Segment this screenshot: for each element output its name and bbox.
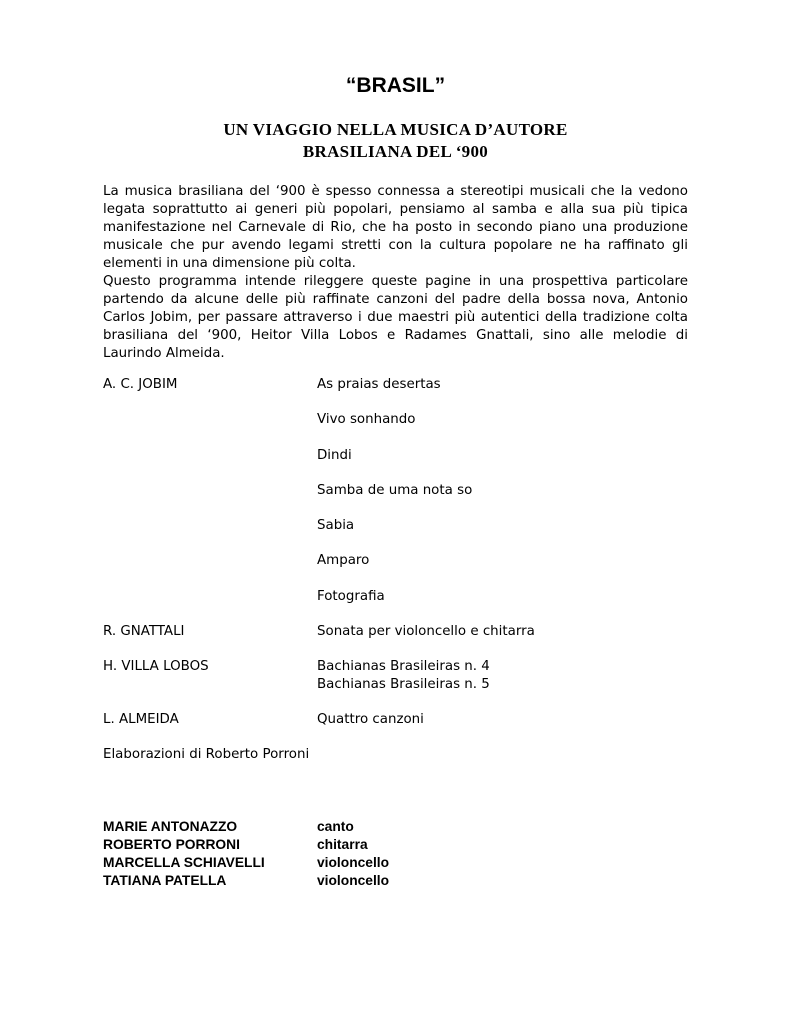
piece-title: Amparo (317, 553, 370, 568)
performer-name: ROBERTO PORRONI (103, 837, 240, 852)
piece-title: Samba de uma nota so (317, 483, 473, 498)
performer-name: TATIANA PATELLA (103, 873, 227, 888)
intro-text (103, 183, 688, 363)
composer-name: L. ALMEIDA (103, 712, 179, 727)
composer-name: R. GNATTALI (103, 624, 185, 639)
piece-title: Vivo sonhando (317, 412, 416, 427)
document-subtitle (0, 119, 791, 163)
performer-instrument: violoncello (317, 855, 390, 870)
piece-title-line: Bachianas Brasileiras n. 4 (317, 659, 490, 674)
performer-name: MARCELLA SCHIAVELLI (103, 855, 265, 870)
intro-paragraph-1: La musica brasiliana del ‘900 è spesso connessa a stereotipi musicali che la vedono legata soprattutto ai generi più popolari, pensiamo al samba e alla sua più tipica manifestazione nel Carnevale di Rio, che ha posto in secondo piano una produzione musicale che pur avendo legami stretti con la cultura popolare ne ha raffinato gli elementi in una dimensione più colta. (103, 184, 688, 271)
intro-paragraph-2: Questo programma intende rileggere queste pagine in una prospettiva particolare partendo da alcune delle più raffinate canzoni del padre della bossa nova, Antonio Carlos Jobim, per passare attraverso i due maestri più autentici della tradizione colta brasiliana del ‘900, Heitor Villa Lobos e Radames Gnattali, sino alle melodie di Laurindo Almeida. (103, 274, 688, 361)
subtitle-line-1: UN VIAGGIO NELLA MUSICA D’AUTORE (223, 120, 568, 139)
subtitle-line-2: BRASILIANA DEL ‘900 (302, 142, 489, 161)
piece-title: Quattro canzoni (317, 712, 424, 727)
piece-title: Sonata per violoncello e chitarra (317, 624, 535, 639)
performer-name: MARIE ANTONAZZO (103, 819, 238, 834)
composer-name: A. C. JOBIM (103, 377, 178, 392)
performer-instrument: violoncello (317, 873, 390, 888)
performer-instrument: chitarra (317, 837, 368, 852)
performer-instrument: canto (317, 819, 354, 834)
piece-title: Fotografia (317, 589, 385, 604)
piece-title: As praias desertas (317, 377, 441, 392)
piece-title: Dindi (317, 448, 352, 463)
piece-title-line: Bachianas Brasileiras n. 5 (317, 677, 490, 692)
piece-title: Sabia (317, 518, 355, 533)
arrangement-credit: Elaborazioni di Roberto Porroni (103, 747, 310, 762)
document-title: “BRASIL” (345, 74, 446, 97)
piece-title (317, 658, 490, 694)
composer-name: H. VILLA LOBOS (103, 659, 209, 674)
